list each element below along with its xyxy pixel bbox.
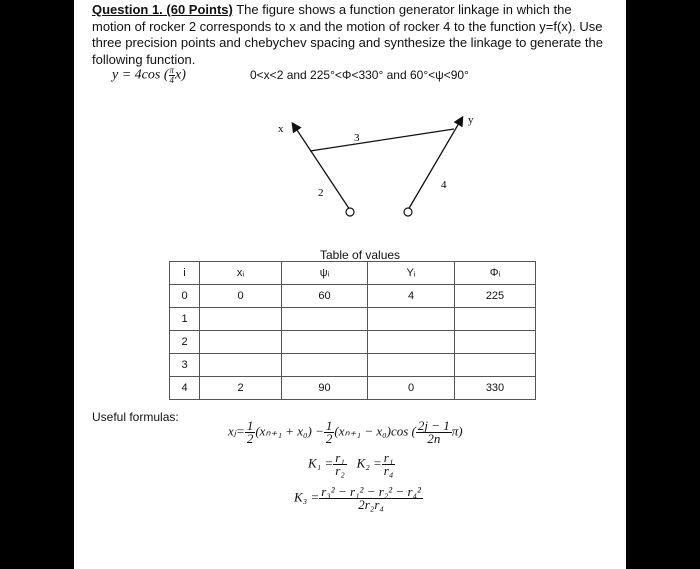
k3-fraction [319, 486, 423, 511]
k3-formula [294, 486, 423, 511]
k2-lhs: K₂ = [356, 455, 382, 471]
frac-den: 2r₂r₄ [358, 497, 384, 512]
frac-num: 2j − 1 [417, 418, 450, 433]
cell [282, 354, 368, 377]
frac-num: 1 [325, 418, 333, 433]
k1-lhs: K₁ = [308, 455, 334, 471]
table-row [170, 377, 536, 400]
table-row [170, 308, 536, 331]
k3-lhs: K₃ = [294, 489, 320, 505]
frac-num: r₁ [383, 450, 394, 465]
table-row [170, 331, 536, 354]
cell: 3 [170, 354, 200, 377]
frac-num: r₁ [335, 450, 345, 465]
table-caption: Table of values [320, 248, 401, 262]
table-row [170, 354, 536, 377]
cell [200, 354, 282, 377]
label-x: x [278, 123, 284, 135]
frac-den: 2n [427, 431, 441, 446]
xj-mid2: (xₙ₊₁ − x₀)cos ( [334, 423, 416, 439]
xj-lhs: xⱼ= [228, 423, 245, 439]
frac-den: r₂ [335, 463, 345, 478]
cell [368, 308, 455, 331]
cell [455, 331, 536, 354]
range-constraints: 0<x<2 and 225°<Φ<330° and 60°<ψ<90° [250, 68, 469, 82]
eq-frac-num: π [169, 65, 175, 75]
frac-den: 2 [246, 431, 254, 446]
cell: 4 [170, 377, 200, 400]
cell: 1 [170, 308, 200, 331]
xj-mid1: (xₙ₊₁ + x₀) − [255, 423, 324, 439]
header-phi: Φᵢ [455, 262, 536, 285]
cell: 0 [368, 377, 455, 400]
label-link-3: 3 [354, 132, 360, 144]
values-table [169, 261, 536, 400]
question-body: The figure shows a function generator linkage in which the motion of rocker 2 corresponds to x and the motion of rocker 4 to the function y=f(x). Use three precision points and chebychev spacing and synthesize the linkage to generate the following function. [92, 2, 603, 67]
header-y: Yᵢ [368, 262, 455, 285]
frac-den: 2 [325, 431, 333, 446]
cell [455, 354, 536, 377]
frac-den: r₄ [383, 463, 394, 478]
cell: 90 [282, 377, 368, 400]
cell: 225 [455, 285, 536, 308]
cell [200, 331, 282, 354]
cell: 0 [200, 285, 282, 308]
cell [282, 331, 368, 354]
header-x: xᵢ [200, 262, 282, 285]
question-heading: Question 1. (60 Points) [92, 2, 233, 17]
table-header-row [170, 262, 536, 285]
frac-num: r₃² − r₁² − r₂² − r₄² [321, 484, 421, 499]
ground-pivot-4 [404, 208, 412, 216]
cell [368, 354, 455, 377]
header-i: i [170, 262, 200, 285]
table-row [170, 285, 536, 308]
xj-half-fraction-2 [324, 420, 335, 445]
useful-formulas-label: Useful formulas: [92, 410, 179, 424]
cell: 330 [455, 377, 536, 400]
xj-half-fraction [245, 420, 256, 445]
label-link-2: 2 [318, 187, 324, 199]
k1-k2-formulas [308, 452, 395, 477]
cell: 4 [368, 285, 455, 308]
eq-lhs: y = 4cos ( [112, 67, 169, 83]
label-link-4: 4 [441, 179, 447, 191]
cell [368, 331, 455, 354]
cell [200, 308, 282, 331]
k1-fraction [333, 452, 347, 477]
eq-frac-den: 4 [169, 75, 174, 85]
cell: 2 [170, 331, 200, 354]
k2-fraction [382, 452, 396, 477]
cell: 60 [282, 285, 368, 308]
cell [282, 308, 368, 331]
frac-num: 1 [246, 418, 254, 433]
header-psi: ψᵢ [282, 262, 368, 285]
eq-rhs: x) [175, 67, 186, 83]
ground-pivot-2 [346, 208, 354, 216]
cell: 2 [200, 377, 282, 400]
xj-end: π) [451, 423, 463, 439]
link-3 [310, 129, 454, 151]
label-y: y [468, 114, 474, 126]
document-page [74, 0, 626, 569]
xj-cos-fraction [416, 420, 452, 445]
chebyshev-formula [228, 420, 463, 445]
cell: 0 [170, 285, 200, 308]
cell [455, 308, 536, 331]
